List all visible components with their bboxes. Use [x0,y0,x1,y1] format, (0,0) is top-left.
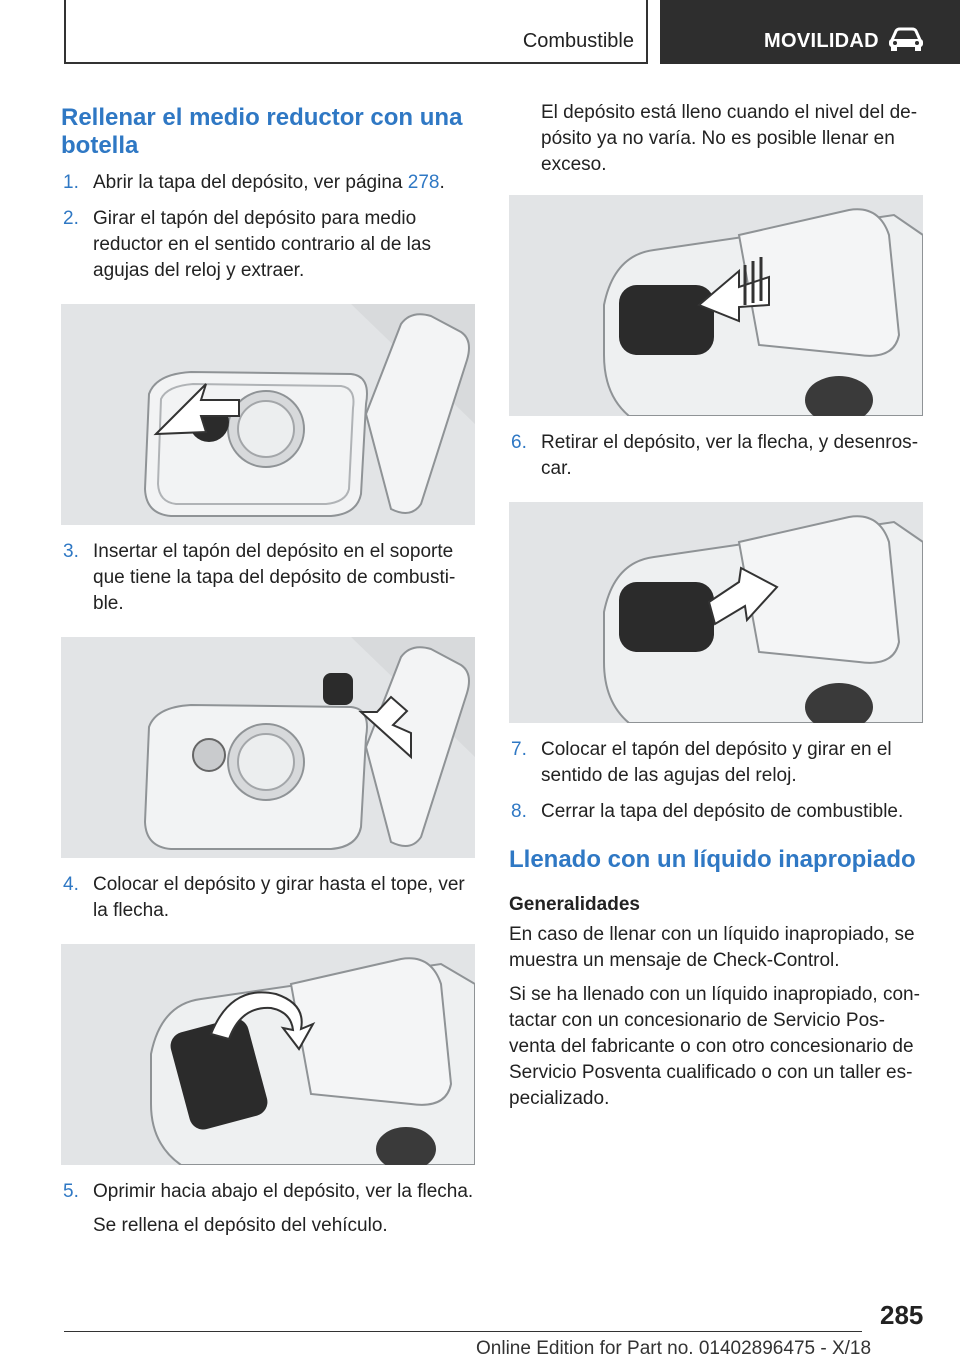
page-number: 285 [880,1300,924,1330]
step-text: Colocar el depósito y girar hasta el tope, ver la flecha. [93,874,465,921]
step-text: Colocar el tapón del depósito y girar en el sentido de las agujas del reloj. [541,739,892,786]
fuel-flap-illustration [61,637,475,858]
step-text: Girar el tapón del depósito para medio reductor en el sentido contrario al de las agujas del reloj y extraer. [93,208,431,281]
paragraph-1: En caso de llenar con un líquido inapropiado, se muestra un mensaje de Check-Control. [509,924,915,971]
step-7 [509,737,923,789]
step-1 [61,170,475,196]
step-number: 8. [511,801,527,822]
fuel-flap-illustration [61,944,475,1165]
footer-edition: Online Edition for Part no. 01402896475 - X/18 [476,1338,872,1359]
step-2 [61,206,475,284]
illustration-remove-cap [61,304,475,525]
header-section-box [660,0,960,64]
illustration-turn-bottle [61,944,475,1165]
step-number: 2. [63,208,79,229]
step-5-note: Se rellena el depósito del vehículo. [93,1215,388,1236]
chapter-title: Combustible [522,30,634,52]
section-heading-2: Llenado con un líquido inapropiado [509,846,916,873]
footer-divider [64,1331,862,1332]
illustration-insert-cap [61,637,475,858]
fuel-flap-illustration [61,304,475,525]
step-number: 5. [63,1181,79,1202]
car-icon [888,26,924,52]
section-title: MOVILIDAD [764,30,879,52]
fuel-flap-illustration [509,195,923,416]
step-4 [61,872,475,924]
illustration-remove-bottle [509,502,923,723]
header-chapter-box [64,0,648,64]
step-text: Insertar el tapón del depósito en el soporte que tiene la tapa del depósito de combustible. [93,541,456,614]
step-text: Cerrar la tapa del depósito de combustible. [541,801,904,822]
step-number: 7. [511,739,527,760]
step-number: 3. [63,541,79,562]
paragraph-2: Si se ha llenado con un líquido inapropiado, contactar con un concesionario de Servicio Posventa del fabricante o con otro concesionario de Servicio Posventa cualificado o con un taller especializado. [509,984,920,1109]
step-number: 6. [511,432,527,453]
step-6 [509,430,923,482]
intro-paragraph: El depósito está lleno cuando el nivel del depósito ya no varía. No es posible llenar en exceso. [541,102,918,175]
step-text: Abrir la tapa del depósito, ver página [93,172,408,193]
step-3 [61,539,475,617]
step-number: 4. [63,874,79,895]
section-heading: Rellenar el medio reductor con una botella [61,104,463,159]
right-column [509,100,923,1112]
left-column [61,100,475,1239]
step-text: Oprimir hacia abajo el depósito, ver la flecha. [93,1181,474,1202]
subheading: Generalidades [509,894,640,915]
fuel-flap-illustration [509,502,923,723]
step-5 [61,1179,475,1205]
illustration-full-tank [509,195,923,416]
step-8 [509,799,923,825]
step-number: 1. [63,172,79,193]
page-link[interactable]: 278 [407,172,440,193]
step-text-end: . [439,172,445,193]
step-text: Retirar el depósito, ver la flecha, y desenroscar. [541,432,919,479]
